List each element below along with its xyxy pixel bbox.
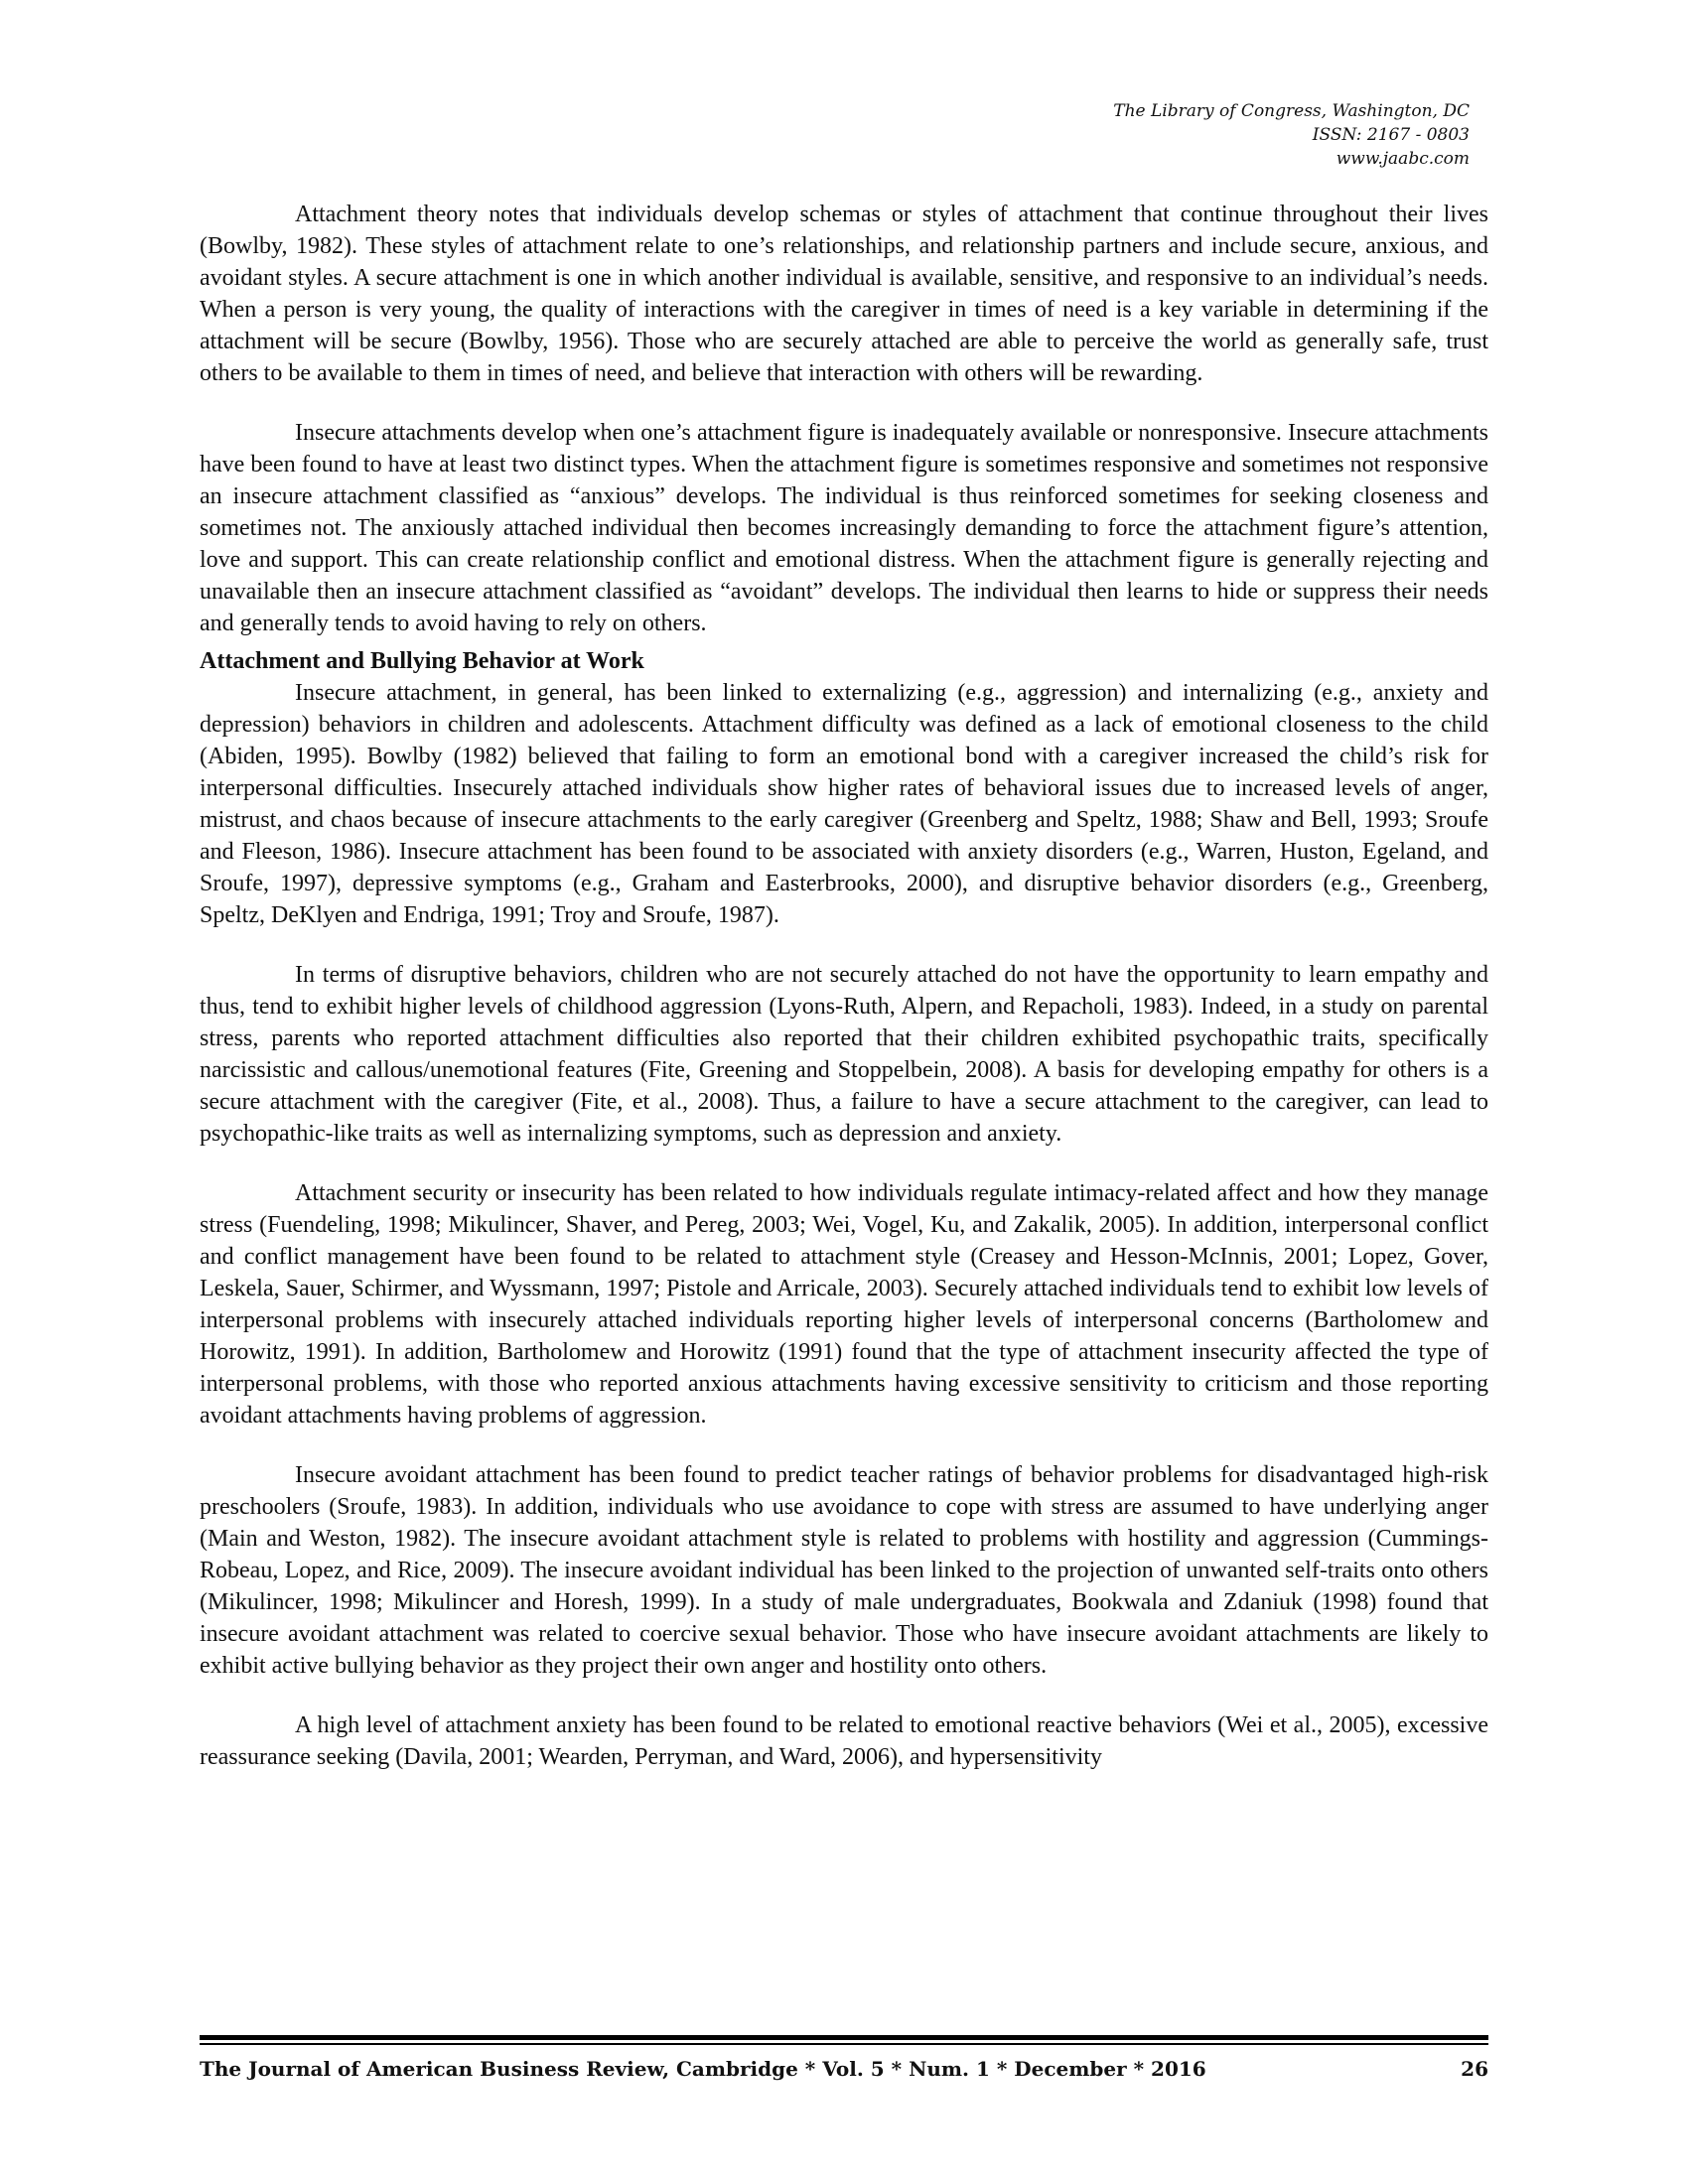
paragraph-1: Attachment theory notes that individuals develop schemas or styles of attachment that continue throughout their lives (Bowlby, 1982). These styles of attachment relate to one’s relationships, and relationship partners and include secure, anxious, and avoidant styles. A secure attachment is one in which another individual is available, sensitive, and responsive to an individual’s needs. When a person is very young, the quality of interactions with the caregiver in times of need is a key variable in determining if the attachment will be secure (Bowlby, 1956). Those who are securely attached are able to perceive the world as generally safe, trust others to be available to them in times of need, and believe that interaction with others will be rewarding. — [200, 202, 1488, 386]
paragraph-6: Insecure avoidant attachment has been found to predict teacher ratings of behavior problems for disadvantaged high-risk preschoolers (Sroufe, 1983). In addition, individuals who use avoidance to cope with stress are assumed to have underlying anger (Main and Weston, 1982). The insecure avoidant attachment style is related to problems with hostility and aggression (Cummings-Robeau, Lopez, and Rice, 2009). The insecure avoidant individual has been linked to the projection of unwanted self-traits onto others (Mikulincer, 1998; Mikulincer and Horesh, 1999). In a study of male undergraduates, Bookwala and Zdaniuk (1998) found that insecure avoidant attachment was related to coercive sexual behavior. Those who have insecure avoidant attachments are likely to exhibit active bullying behavior as they project their own anger and hostility onto others. — [200, 1462, 1488, 1679]
page-number: 26 — [1461, 2057, 1488, 2081]
footer-rule-thick — [200, 2035, 1488, 2040]
running-header — [1113, 99, 1470, 171]
article-body — [200, 199, 1488, 1801]
header-publisher: The Library of Congress, Washington, DC — [1113, 101, 1470, 121]
paragraph-5: Attachment security or insecurity has been related to how individuals regulate intimacy-related affect and how they manage stress (Fuendeling, 1998; Mikulincer, Shaver, and Pereg, 2003; Wei, Vogel, Ku, and Zakalik, 2005). In addition, interpersonal conflict and conflict management have been found to be related to attachment style (Creasey and Hesson-McInnis, 2001; Lopez, Gover, Leskela, Sauer, Schirmer, and Wyssmann, 1997; Pistole and Arricale, 2003). Securely attached individuals tend to exhibit low levels of interpersonal problems with insecurely attached individuals reporting higher levels of interpersonal concerns (Bartholomew and Horowitz, 1991). In addition, Bartholomew and Horowitz (1991) found that the type of attachment insecurity affected the type of interpersonal problems, with those who reported anxious attachments having excessive sensitivity to criticism and those reporting avoidant attachments having problems of aggression. — [200, 1180, 1488, 1429]
header-website: www.jaabc.com — [1336, 149, 1470, 169]
section-heading: Attachment and Bullying Behavior at Work — [200, 648, 644, 674]
paragraph-3: Insecure attachment, in general, has been linked to externalizing (e.g., aggression) and internalizing (e.g., anxiety and depression) behaviors in children and adolescents. Attachment difficulty was defined as a lack of emotional closeness to the child (Abiden, 1995). Bowlby (1982) believed that failing to form an emotional bond with a caregiver increased the child’s risk for interpersonal difficulties. Insecurely attached individuals show higher rates of behavioral issues due to increased levels of anger, mistrust, and chaos because of insecure attachments to the early caregiver (Greenberg and Speltz, 1988; Shaw and Bell, 1993; Sroufe and Fleeson, 1986). Insecure attachment has been found to be associated with anxiety disorders (e.g., Warren, Huston, Egeland, and Sroufe, 1997), depressive symptoms (e.g., Graham and Easterbrooks, 2000), and disruptive behavior disorders (e.g., Greenberg, Speltz, DeKlyen and Endriga, 1991; Troy and Sroufe, 1987). — [200, 680, 1488, 928]
footer-rule-thin — [200, 2043, 1488, 2045]
footer-journal-citation: The Journal of American Business Review, Cambridge * Vol. 5 * Num. 1 * December * 2016 — [200, 2057, 1206, 2081]
paragraph-7: A high level of attachment anxiety has been found to be related to emotional reactive behaviors (Wei et al., 2005), excessive reassurance seeking (Davila, 2001; Wearden, Perryman, and Ward, 2006), and hypersensitivity — [200, 1712, 1488, 1770]
header-issn: ISSN: 2167 - 0803 — [1312, 125, 1470, 145]
paragraph-2: Insecure attachments develop when one’s attachment figure is inadequately available or nonresponsive. Insecure attachments have been found to have at least two distinct types. When the attachment figure is sometimes responsive and sometimes not responsive an insecure attachment classified as “anxious” develops. The individual is thus reinforced sometimes for seeking closeness and sometimes not. The anxiously attached individual then becomes increasingly demanding to force the attachment figure’s attention, love and support. This can create relationship conflict and emotional distress. When the attachment figure is generally rejecting and unavailable then an insecure attachment classified as “avoidant” develops. The individual then learns to hide or suppress their needs and generally tends to avoid having to rely on others. — [200, 420, 1488, 636]
paragraph-4: In terms of disruptive behaviors, children who are not securely attached do not have the opportunity to learn empathy and thus, tend to exhibit higher levels of childhood aggression (Lyons-Ruth, Alpern, and Repacholi, 1983). Indeed, in a study on parental stress, parents who reported attachment difficulties also reported that their children exhibited psychopathic traits, specifically narcissistic and callous/unemotional features (Fite, Greening and Stoppelbein, 2008). A basis for developing empathy for others is a secure attachment with the caregiver (Fite, et al., 2008). Thus, a failure to have a secure attachment to the caregiver, can lead to psychopathic-like traits as well as internalizing symptoms, such as depression and anxiety. — [200, 962, 1488, 1147]
